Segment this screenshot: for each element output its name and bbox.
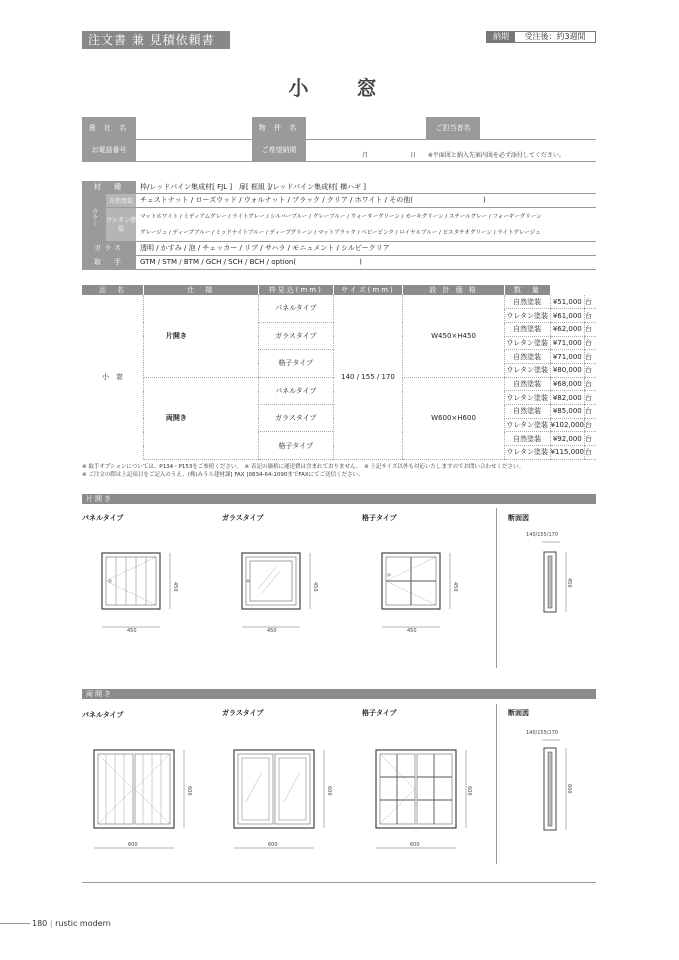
panel-type: パネルタイプ [258,377,333,404]
finish: 自然塗装 [504,350,550,364]
delivery-field[interactable] [306,139,596,161]
page-number: 180 [32,919,48,928]
height-dim: 450 [172,582,178,592]
quantity-field[interactable]: 台 [585,405,597,419]
drawing-single-glass [232,545,332,645]
lead-time-box [486,31,596,43]
product-name: 小 窓 [101,373,123,382]
price: ¥80,000 [550,363,584,377]
quantity-field[interactable]: 台 [585,350,597,364]
material-label: 材 種 [82,181,136,193]
opening-type: 両開き [143,377,258,459]
height-dim: 600 [326,786,332,796]
drawing-label-glass: ガラスタイプ [222,709,264,717]
finish: ウレタン塗装 [504,309,550,323]
company-label: 貴 社 名 [82,117,136,139]
natural-paint-label: 自然塗装 [106,193,136,207]
width-dim: 450 [267,628,277,634]
depth-dim: 140/155/170 [526,532,558,538]
delivery-label: ご希望納期 [252,139,306,161]
glass-options: 透明 / かすみ / 泡 / チェッカー / リブ / サハラ / モニュメント / シルビークリア [136,241,596,255]
urethane-options-line2: グレージュ / ディープブルー / ミッドナイトブルー / ディープグリーン / マットブラック / ベビーピンク / ロイヤルブルー / ピスタチオグリーン / ライトグレージュ [136,224,596,241]
quantity-field[interactable]: 台 [585,336,597,350]
price: ¥71,000 [550,350,584,364]
finish: ウレタン塗装 [504,446,550,460]
drawing-label-lattice: 格子タイプ [362,709,397,717]
drawing-single-lattice [372,545,472,645]
opening-type: 片開き [143,295,258,377]
day-label: 日 [409,151,416,159]
price: ¥62,000 [550,322,584,336]
size: W600×H600 [403,377,504,459]
property-field[interactable] [306,117,426,139]
price: ¥102,000 [550,418,584,432]
quantity-field[interactable]: 台 [585,309,597,323]
phone-field[interactable] [136,139,252,161]
price-row [82,295,596,309]
company-field[interactable] [136,117,252,139]
finish: ウレタン塗装 [504,418,550,432]
col-size: サイズ(mm) [333,285,403,295]
quantity-field[interactable]: 台 [585,446,597,460]
finish: ウレタン塗装 [504,336,550,350]
quantity-field[interactable]: 台 [585,418,597,432]
col-quantity: 数 量 [504,285,550,295]
price: ¥82,000 [550,391,584,405]
note-line: ※ 取手オプションについては、P134・P153をご参照ください。 ※ 表記の価格に運送費は含まれておりません。 ※ 上記サイズ以外も対応いたしますのでお問い合わせください。 [82,464,524,470]
frame-depth: 140 / 155 / 170 [333,295,403,459]
footer-rule [0,923,30,924]
width-dim: 600 [268,842,278,848]
quantity-field[interactable]: 台 [585,322,597,336]
price: ¥85,000 [550,405,584,419]
quantity-field[interactable]: 台 [585,363,597,377]
height-dim: 600 [466,786,472,796]
glass-label: ガラス [82,241,136,255]
drawing-double-lattice [370,742,480,854]
panel-type: パネルタイプ [258,295,333,322]
drawing-double-panel [88,742,198,854]
finish: 自然塗装 [504,405,550,419]
quantity-field[interactable]: 台 [585,377,597,391]
urethane-paint-label: ウレタン塗装 [106,207,136,241]
height-dim: 450 [566,578,572,588]
width-dim: 450 [127,628,137,634]
color-label: カラー [82,193,106,241]
material-value: 枠/レッドパイン集成材[ FJL ] 扉[ 框組 ]/レッドパイン集成材[ 横ハギ ] [136,181,596,193]
height-dim: 600 [566,784,572,794]
finish: ウレタン塗装 [504,363,550,377]
urethane-options-line1: マットホワイト / ミディアムグレー / ライトグレー / シルバーブルー / グレーブルー / ウォーターグリーン / カーキグリーン / スチールグレー / フォーギーグリーン [140,213,542,220]
drawing-label-glass: ガラスタイプ [222,514,264,522]
footer: 180 | rustic modern [32,919,111,928]
month-label: 月 [362,151,369,159]
lead-time-value: 受注後：約3週間 [524,32,586,41]
notes [82,463,602,479]
quantity-field[interactable]: 台 [585,295,597,309]
divider [496,508,497,668]
price: ¥51,000 [550,295,584,309]
height-dim: 600 [186,786,192,796]
drawing-label-panel: パネルタイプ [82,711,124,719]
bottom-rule [82,882,596,883]
panel-type: 格子タイプ [258,350,333,377]
height-dim: 450 [312,582,318,592]
lead-time-label: 納期 [487,32,515,42]
drawing-label-section: 断面図 [508,514,529,522]
section-bar-single: 片開き [82,494,596,504]
price: ¥115,000 [550,446,584,460]
panel-type: 格子タイプ [258,432,333,459]
depth-dim: 140/155/170 [526,730,558,736]
finish: 自然塗装 [504,377,550,391]
document-title: 注文書 兼 見積依頼書 [82,31,230,49]
height-dim: 450 [452,582,458,592]
customer-form [82,117,596,162]
contact-label: ご担当者名 [426,117,480,139]
price: ¥68,000 [550,377,584,391]
natural-paint-options: チェストナット / ローズウッド / ウォルナット / ブラック / クリア / ホワイト / その他( ) [136,193,596,207]
property-label: 物 件 名 [252,117,306,139]
col-price: 設 計 価 格 [403,285,504,295]
quantity-field[interactable]: 台 [585,432,597,446]
price: ¥92,000 [550,432,584,446]
finish: 自然塗装 [504,432,550,446]
drawing-label-lattice: 格子タイプ [362,514,397,522]
col-frame-depth: 枠見込(mm) [258,285,333,295]
divider [496,704,497,864]
price-table [82,285,596,460]
width-dim: 450 [407,628,417,634]
col-spec: 仕 様 [143,285,258,295]
page-title: 小 窓 [288,76,391,100]
drawing-label-section: 断面図 [508,709,529,717]
width-dim: 600 [410,842,420,848]
drawing-single-panel [92,545,192,645]
col-product: 品 名 [82,285,143,295]
width-dim: 600 [128,842,138,848]
finish: 自然塗装 [504,295,550,309]
contact-field[interactable] [480,117,596,139]
finish: 自然塗装 [504,322,550,336]
price: ¥71,000 [550,336,584,350]
phone-label: お電話番号 [82,139,136,161]
attach-note: ※平面図と納入先案内図を必ず添付してください。 [427,151,565,159]
section-bar-double: 両開き [82,689,596,699]
handle-label: 取 手 [82,255,136,269]
finish: ウレタン塗装 [504,391,550,405]
drawing-double-glass [228,742,338,854]
brand-name: rustic modern [55,919,111,928]
panel-type: ガラスタイプ [258,322,333,349]
quantity-field[interactable]: 台 [585,391,597,405]
price: ¥61,000 [550,309,584,323]
spec-table [82,181,596,270]
note-line: ※ ご注文の際は上記項目をご記入のうえ、(株)みうら建材課[ FAX ]0834-64-1090までFAXにてご送信ください。 [82,472,364,478]
panel-type: ガラスタイプ [258,405,333,432]
handle-options: GTM / STM / BTM / GCH / SCH / BCH / option( ) [136,255,596,269]
size: W450×H450 [403,295,504,377]
drawing-label-panel: パネルタイプ [82,514,124,522]
